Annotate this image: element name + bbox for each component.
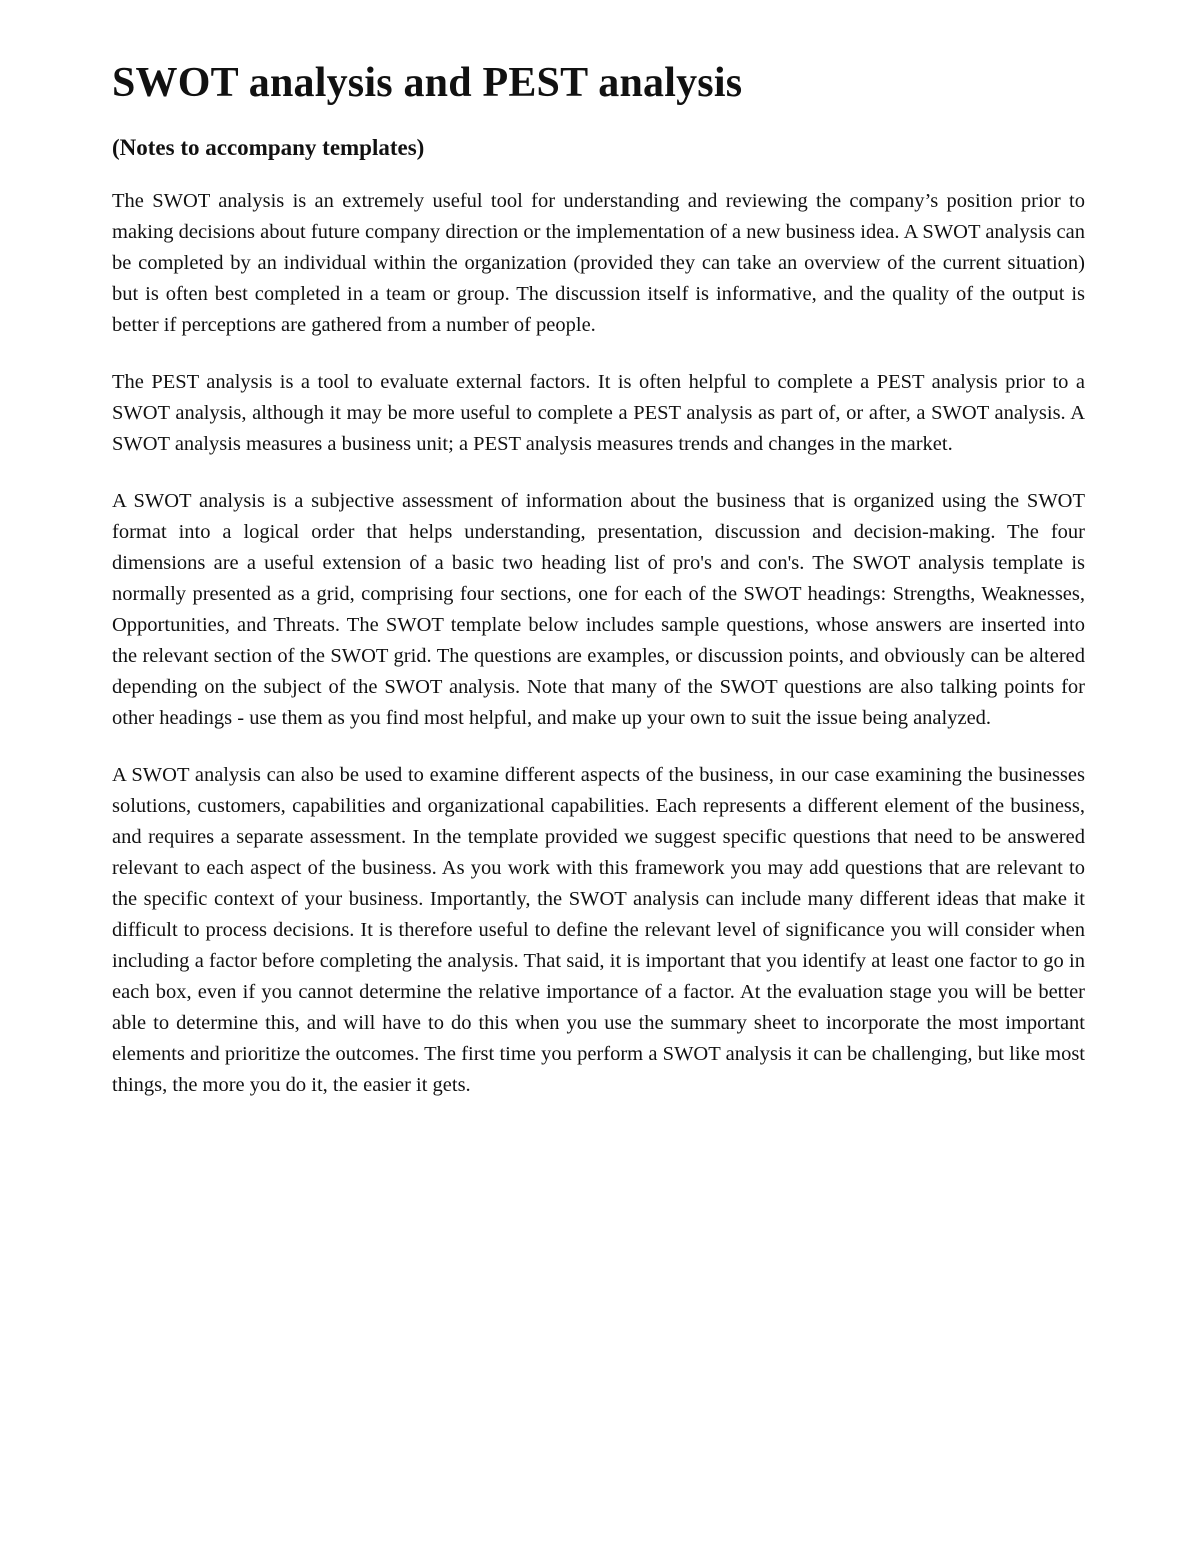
paragraph-swot-format: A SWOT analysis is a subjective assessment of information about the business that is organized using the SWOT format into a logical order that helps understanding, presentation, discussion and decision-making. The four dimensions are a useful extension of a basic two heading list of pro's and con's. The SWOT analysis template is normally presented as a grid, comprising four sections, one for each of the SWOT headings: Strengths, Weaknesses, Opportunities, and Threats. The SWOT template below includes sample questions, whose answers are inserted into the relevant section of the SWOT grid. The questions are examples, or discussion points, and obviously can be altered depending on the subject of the SWOT analysis. Note that many of the SWOT questions are also talking points for other headings - use them as you find most helpful, and make up your own to suit the issue being analyzed.	[112, 489, 1085, 729]
document-page	[112, 58, 1085, 1127]
paragraph-swot-aspects: A SWOT analysis can also be used to examine different aspects of the business, in our case examining the businesses solutions, customers, capabilities and organizational capabilities. Each represents a different element of the business, and requires a separate assessment. In the template provided we suggest specific questions that need to be answered relevant to each aspect of the business. As you work with this framework you may add questions that are relevant to the specific context of your business. Importantly, the SWOT analysis can include many different ideas that make it difficult to process decisions. It is therefore useful to define the relevant level of significance you will consider when including a factor before completing the analysis. That said, it is important that you identify at least one factor to go in each box, even if you cannot determine the relative importance of a factor. At the evaluation stage you will be better able to determine this, and will have to do this when you use the summary sheet to incorporate the most important elements and prioritize the outcomes. The first time you perform a SWOT analysis it can be challenging, but like most things, the more you do it, the easier it gets.	[112, 763, 1085, 1096]
paragraph-pest-intro: The PEST analysis is a tool to evaluate external factors. It is often helpful to complete a PEST analysis prior to a SWOT analysis, although it may be more useful to complete a PEST analysis as part of, or after, a SWOT analysis. A SWOT analysis measures a business unit; a PEST analysis measures trends and changes in the market.	[112, 370, 1085, 455]
paragraph-swot-intro: The SWOT analysis is an extremely useful tool for understanding and reviewing the company’s position prior to making decisions about future company direction or the implementation of a new business idea. A SWOT analysis can be completed by an individual within the organization (provided they can take an overview of the current situation) but is often best completed in a team or group. The discussion itself is informative, and the quality of the output is better if perceptions are gathered from a number of people.	[112, 189, 1085, 336]
page-subtitle: (Notes to accompany templates)	[112, 135, 425, 161]
page-title: SWOT analysis and PEST analysis	[112, 60, 743, 106]
